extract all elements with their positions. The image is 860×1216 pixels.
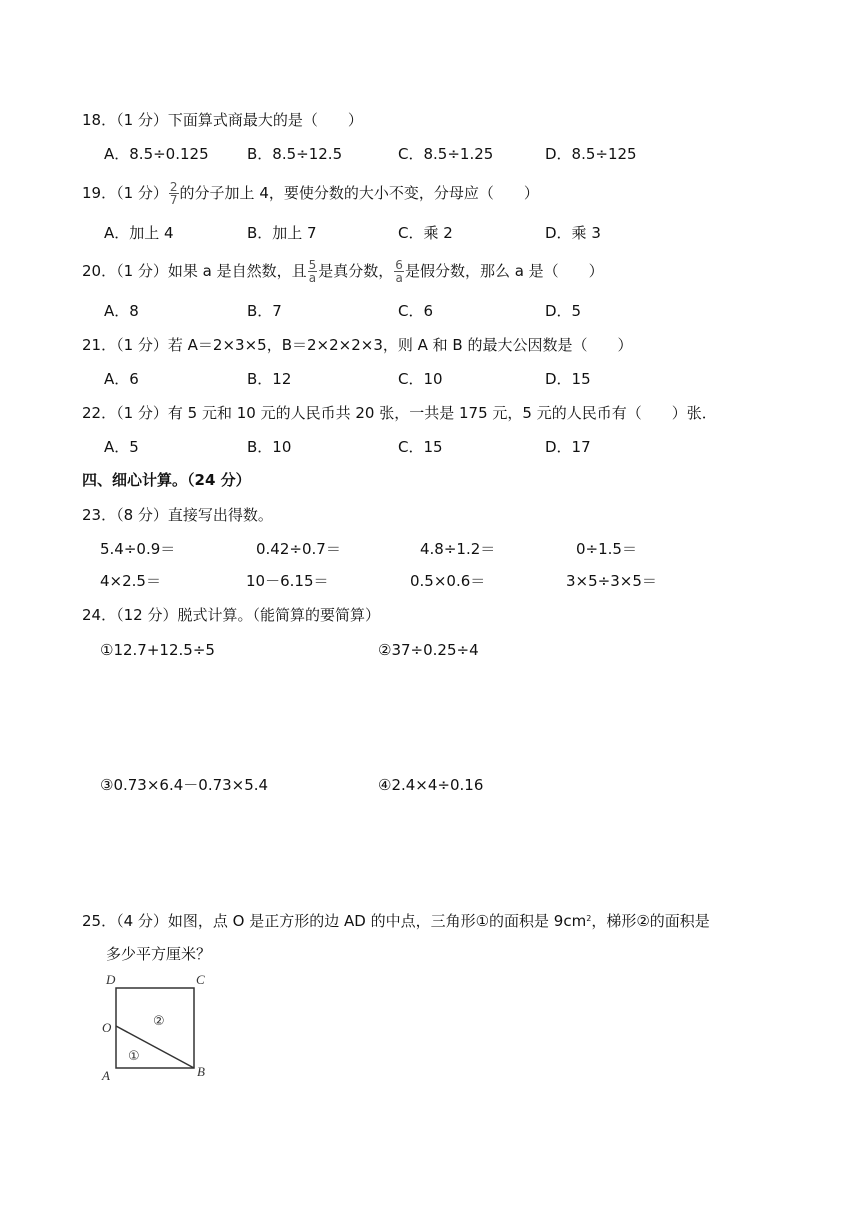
section-4-heading: 四、细心计算。（24 分） (82, 471, 251, 489)
q20-suffix: 是假分数，那么 a 是（ ） (404, 262, 604, 280)
region-2-label: ② (153, 1014, 165, 1029)
q19-option-a[interactable]: A．加上 4 (104, 224, 174, 242)
q18-option-c[interactable]: C．8.5÷1.25 (398, 145, 494, 163)
q24-item-3: ③0.73×6.4－0.73×5.4 (100, 776, 269, 794)
q20-option-c[interactable]: C．6 (398, 302, 434, 320)
q21-option-d[interactable]: D．15 (545, 370, 591, 388)
q25-line1-post: ，梯形②的面积是 (591, 912, 710, 930)
q23-r1-item-2: 0.42÷0.7＝ (256, 540, 341, 558)
q25-line1-pre: 25．（4 分）如图，点 O 是正方形的边 AD 的中点，三角形①的面积是 9cm (82, 912, 587, 930)
q20-fraction-2 (394, 259, 404, 284)
square-figure (96, 968, 216, 1084)
q24-item-1: ①12.7+12.5÷5 (100, 641, 215, 659)
q20-frac2-num: 6 (395, 258, 403, 272)
label-a: A (102, 1068, 110, 1083)
q20-option-a[interactable]: A．8 (104, 302, 139, 320)
q23-r2-item-4: 3×5÷3×5＝ (566, 572, 657, 590)
q19-option-c[interactable]: C．乘 2 (398, 224, 453, 242)
q19-stem (82, 178, 539, 208)
q23-stem: 23．（8 分）直接写出得数。 (82, 506, 273, 524)
label-o: O (102, 1020, 112, 1035)
q23-r1-item-3: 4.8÷1.2＝ (420, 540, 496, 558)
q19-frac-den: 7 (169, 193, 178, 207)
q20-option-b[interactable]: B．7 (247, 302, 282, 320)
q20-option-d[interactable]: D．5 (545, 302, 582, 320)
q20-frac1-num: 5 (308, 258, 317, 272)
q22-option-b[interactable]: B．10 (247, 438, 292, 456)
label-b: B (197, 1064, 205, 1079)
q18-option-d[interactable]: D．8.5÷125 (545, 145, 637, 163)
q23-r1-item-4: 0÷1.5＝ (576, 540, 637, 558)
q18-option-b[interactable]: B．8.5÷12.5 (247, 145, 343, 163)
q19-suffix: 的分子加上 4，要使分数的大小不变，分母应（ ） (179, 184, 539, 202)
q19-frac-num: 2 (169, 180, 178, 194)
q18-stem: 18．（1 分）下面算式商最大的是（ ） (82, 111, 363, 129)
q18-option-a[interactable]: A．8.5÷0.125 (104, 145, 209, 163)
q24-item-4: ④2.4×4÷0.16 (378, 776, 484, 794)
q25-stem-line-2: 多少平方厘米？ (106, 945, 212, 963)
q22-stem: 22．（1 分）有 5 元和 10 元的人民币共 20 张，一共是 175 元，5 元的人民币有（ ）张． (82, 404, 717, 422)
q23-r2-item-2: 10－6.15＝ (246, 572, 329, 590)
q20-prefix: 20．（1 分）如果 a 是自然数，且 (82, 262, 307, 280)
q21-stem: 21．（1 分）若 A＝2×3×5，B＝2×2×2×3，则 A 和 B 的最大公因数是（ ） (82, 336, 633, 354)
q20-frac2-den: a (395, 271, 403, 285)
q19-fraction (169, 181, 179, 206)
q21-option-a[interactable]: A．6 (104, 370, 139, 388)
q20-stem (82, 256, 604, 286)
q20-mid: 是真分数， (318, 262, 394, 280)
q20-fraction-1 (308, 259, 318, 284)
q21-option-c[interactable]: C．10 (398, 370, 443, 388)
q20-frac1-den: a (308, 271, 317, 285)
q25-line1-sup: 2 (586, 914, 592, 923)
q24-stem: 24．（12 分）脱式计算。（能简算的要简算） (82, 606, 380, 624)
q19-option-b[interactable]: B．加上 7 (247, 224, 317, 242)
q22-option-c[interactable]: C．15 (398, 438, 443, 456)
label-d: D (106, 972, 116, 987)
q25-stem-line-1 (82, 911, 710, 931)
q21-option-b[interactable]: B．12 (247, 370, 292, 388)
q23-r2-item-1: 4×2.5＝ (100, 572, 161, 590)
q23-r2-item-3: 0.5×0.6＝ (410, 572, 486, 590)
q23-r1-item-1: 5.4÷0.9＝ (100, 540, 176, 558)
q22-option-d[interactable]: D．17 (545, 438, 591, 456)
q19-option-d[interactable]: D．乘 3 (545, 224, 601, 242)
q22-option-a[interactable]: A．5 (104, 438, 139, 456)
region-1-label: ① (128, 1049, 140, 1064)
label-c: C (196, 972, 205, 987)
q24-item-2: ②37÷0.25÷4 (378, 641, 479, 659)
q19-prefix: 19．（1 分） (82, 184, 168, 202)
